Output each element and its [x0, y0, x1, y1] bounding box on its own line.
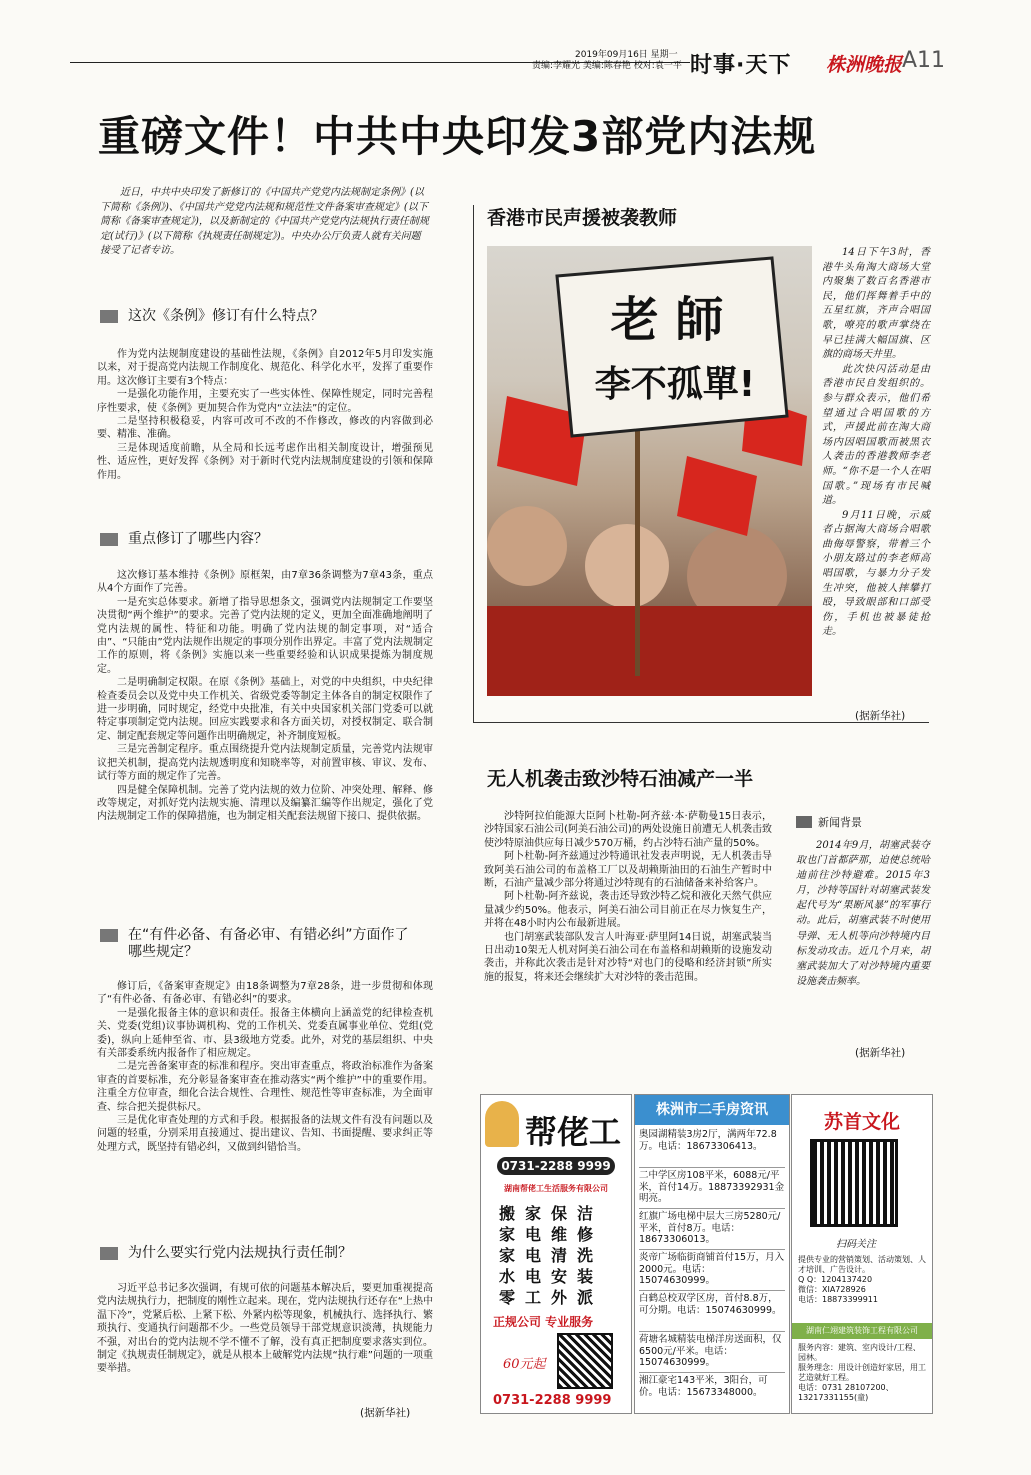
- q3-para: 一是强化报备主体的意识和责任。报备主体横向上涵盖党的纪律检查机关、党委(党组)议事协调机构、党的工作机关、党委直属事业单位、党组(党委)，纵向上延伸至省、市、县3级地方党委。此外，对党的基层组织、中央有关部委系统内报备作了相应规定。: [97, 1007, 433, 1060]
- news-background-label: 新闻背景: [818, 816, 862, 829]
- ad-helper-slogan: 正规公司 专业服务: [493, 1315, 594, 1329]
- service-row: 零工外派: [499, 1288, 604, 1307]
- masthead-editors: 责编:李耀光 美编:陈春艳 校对:袁一平: [532, 61, 682, 71]
- drone-para: 阿卜杜勒-阿齐兹说，袭击还导致沙特乙烷和液化天然气供应量减少约50%。他表示，阿美石油公司目前正在尽力恢复生产，并将在48小时内公布最新进展。: [484, 891, 772, 930]
- housing-listing: 二中学区房108平米，6088元/平米，首付14万。18873392931金明亮。: [639, 1168, 785, 1209]
- company-line: 服务内容：建筑、室内设计/工程、园林。: [798, 1343, 921, 1362]
- hk-para: 此次快闪活动是由香港市民自发组织的。参与群众表示，他们希望通过合唱国歌的方式，声援此前在淘大商场内因唱国歌而被黑衣人袭击的香港教师李老师。“你不是一个人在唱国歌。”现场有市民喊道。: [822, 363, 930, 507]
- culture-line: 提供专业的营销策划、活动策划、人才培训、广告设计。: [798, 1255, 926, 1274]
- q2-para: 二是明确制定权限。在原《条例》基础上，对党的中央组织，中央纪律检查委员会以及党中央工作机关、省级党委等制定主体各自的制定权限作了进一步明确，同时规定，经党中央批准，有关中央国家机关部门党委可以就特定事项制定党内法规。回应实践要求和各方面关切，对授权制定、联合制定、制定配套规定等问题作出明确规定，补齐制度短板。: [97, 677, 433, 742]
- housing-listing: 炎帝广场临街商铺首付15万，月入2000元。电话：15074630999。: [639, 1250, 785, 1291]
- q2-para: 这次修订基本维持《条例》原框架，由7章36条调整为7章43条，重点从4个方面作了完善。: [97, 570, 433, 595]
- hk-photo: [487, 246, 812, 696]
- background-para: 2014年9月，胡塞武装夺取也门首都萨那，迫使总统哈迪前往沙特避难。2015年3月，沙特等国针对胡塞武装发起代号为“果断风暴”的军事行动。此后，胡塞武装不时使用导弹、无人机等向沙特境内目标发动攻击。近几个月来，胡塞武装加大了对沙特境内重要设施袭击频率。: [796, 840, 930, 987]
- ad-helper-price: 60元起: [503, 1357, 546, 1372]
- company-line: 电话：0731 28107200、: [798, 1383, 894, 1392]
- culture-line: Q Q：1204137420: [798, 1275, 873, 1284]
- ad-helper-phone-bottom: 0731-2288 9999: [493, 1393, 612, 1408]
- red-flag-mass: [487, 606, 812, 696]
- ad-helper-company: 湖南帮佬工生活服务有限公司: [504, 1184, 608, 1193]
- hk-para: 9月11日晚，示威者占据淘大商场合唱歌曲侮辱警察，带着三个小朋友路过的李老师高唱国歌，与暴力分子发生冲突，他被人摔攀打殴，导致眼部和口部受伤，手机也被暴徒抢走。: [822, 509, 930, 638]
- ad-culture-company-info: [798, 1343, 926, 1403]
- q4-heading: [100, 1245, 430, 1262]
- housing-listing: 红旗广场电梯中层大三房5280元/平米，首付8万。电话：18673306013。: [639, 1209, 785, 1250]
- crowd-head: [585, 524, 669, 608]
- hk-border-left: [473, 205, 474, 723]
- q4-title: 为什么要实行党内法规执行责任制？: [128, 1245, 352, 1261]
- q3-para: 修订后，《备案审查规定》由18条调整为7章28条，进一步贯彻和体现了“有件必备、有备必审、有错必纠”的要求。: [97, 981, 433, 1006]
- ad-helper-brand: 帮佬工: [525, 1113, 622, 1151]
- qr-code-icon: [557, 1333, 613, 1389]
- culture-line: 电话：18873399911: [798, 1295, 878, 1304]
- company-line: 服务理念：用设计创造好家居，用工艺造就好工程。: [798, 1363, 926, 1382]
- hk-credit: (据新华社): [855, 710, 906, 722]
- news-background-body: [796, 838, 930, 989]
- flag: [677, 456, 757, 536]
- service-row: 家电维修: [499, 1225, 604, 1244]
- q2-para: 三是完善制定程序。重点围绕提升党内法规制定质量，完善党内法规审议把关机制，提高党内法规透明度和知晓率等，对前置审核、审议、发布、试行等方面的规定作了完善。: [97, 744, 433, 783]
- worker-mascot-icon: [485, 1101, 519, 1147]
- ad-culture-info: [798, 1255, 926, 1305]
- ad-helper-services: [480, 1094, 632, 1414]
- q3-para: 二是完善备案审查的标准和程序。突出审查重点，将政治标准作为备案审查的首要标准，充分彰显备案审查在推动落实“两个维护”中的重要作用。注重全方位审查，细化合法合规性、合理性、规范性等审查标准，为全面审查、综合把关提供标尺。: [97, 1061, 433, 1113]
- hk-title: 香港市民声援被袭教师: [487, 207, 678, 229]
- square-icon: [100, 929, 118, 942]
- main-headline: 重磅文件！中共中央印发3部党内法规: [98, 112, 817, 161]
- q2-para: 一是充实总体要求。新增了指导思想条文，强调党内法规制定工作要坚决贯彻“两个维护”的要求。完善了党内法规的定义，更加全面准确地阐明了党内法规的属性、特征和功能。明确了党内法规的制定事项，对“适合由”、“只能由”党内法规作出规定的事项分别作出界定。丰富了党内法规制定工作的原则，将《条例》实施以来一些重要经验和认识成果提炼为制度规定。: [97, 596, 433, 675]
- housing-listing: 湘江豪宅143平米，3阳台，可价。电话：15673348000。: [639, 1375, 768, 1398]
- crowd-head: [487, 506, 567, 586]
- q1-para: 作为党内法规制度建设的基础性法规，《条例》自2012年5月印发实施以来，对于提高党内法规工作制度化、规范化、科学化水平，发挥了重要作用。这次修订主要有3个特点：: [97, 349, 433, 387]
- housing-listing: 奥园湖精装3房2厅，满两年72.8万。电话：18673306413。: [639, 1127, 785, 1168]
- hk-body: [822, 246, 930, 640]
- culture-line: 微信：XIA728926: [798, 1285, 866, 1294]
- ad-housing: [634, 1094, 790, 1414]
- q2-title: 重点修订了哪些内容？: [128, 531, 268, 547]
- service-row: 搬家保洁: [499, 1204, 604, 1223]
- ad-culture-title: 苏首文化: [823, 1111, 900, 1133]
- ad-helper-service-grid: [499, 1203, 619, 1308]
- housing-listing: 荷塘名城精装电梯洋房送面积，仅6500元/平米。电话：15074630999。: [639, 1332, 785, 1373]
- service-row: 家电清洗: [499, 1246, 604, 1265]
- drone-title: 无人机袭击致沙特石油减产一半: [487, 768, 754, 790]
- q4-body: [97, 1282, 433, 1376]
- square-icon: [100, 1247, 118, 1260]
- ad-housing-listings: [635, 1125, 789, 1413]
- q1-heading: [100, 308, 430, 325]
- q1-body: [97, 348, 433, 482]
- drone-para: 阿卜杜勒-阿齐兹通过沙特通讯社发表声明说，无人机袭击导致阿美石油公司的布盖格工厂以及胡赖斯油田的石油生产暂时中断，石油产量减少部分将通过沙特现有的石油储备来补给客户。: [484, 851, 772, 890]
- ad-culture-company: 湖南仁翊建筑装饰工程有限公司: [792, 1323, 932, 1339]
- q1-para: 一是强化功能作用，主要充实了一些实体性、保障性规定，同时完善程序性要求，使《条例》更加契合作为党内“立法法”的定位。: [97, 389, 433, 414]
- masthead-date: 2019年09月16日 星期一: [575, 50, 678, 60]
- q4-para: 习近平总书记多次强调，有规可依的问题基本解决后，要更加重视提高党内法规执行力，把制度的刚性立起来。现在，党内法规执行还存在“上热中温下冷”，党紧后松、上紧下松、外紧内松等现象，机械执行、选择执行、繁琐执行、变通执行问题都不少。一些党员领导干部党规意识淡薄，执规能力不强，对出台的党内法规不学不懂不了解，没有真正把制度要求落实到位。制定《执规责任制规定》，就是从根本上破解党内法规“执行难”问题的一项重要举措。: [97, 1283, 433, 1375]
- sign-text-line2: 李不孤單!: [594, 364, 756, 405]
- square-icon: [100, 310, 118, 323]
- ad-housing-title: 株洲市二手房资讯: [635, 1095, 789, 1125]
- ad-culture-scan-label: 扫码关注: [836, 1239, 876, 1250]
- arrow-icon: [796, 816, 812, 828]
- masthead-section: 时事·天下: [690, 53, 792, 78]
- drone-para: 沙特阿拉伯能源大臣阿卜杜勒-阿齐兹·本·萨勒曼15日表示，沙特国家石油公司(阿美石油公司)的两处设施日前遭无人机袭击致使沙特原油供应每日减少570万桶，约占沙特石油产量的50%。: [484, 811, 772, 849]
- q1-para: 三是体现适度前瞻，从全局和长远考虑作出相关制度设计，增强预见性、适应性，更好发挥《条例》对于新时代党内法规制度建设的引领和保障作用。: [97, 442, 433, 481]
- sign-pole: [635, 416, 640, 676]
- q2-para: 四是健全保障机制。完善了党内法规的效力位阶、冲突处理、解释、修改等规定，对抓好党内法规实施、清理以及编纂汇编等作出规定，强化了党内法规制定工作的保障措施，也为制定相关配套法规留下接口、提供依据。: [97, 784, 433, 823]
- q2-heading: [100, 531, 430, 548]
- housing-listing: 白鹤总校双学区房，首付8.8万，可分期。电话：15074630999。: [639, 1291, 785, 1332]
- q3-para: 三是优化审查处理的方式和手段。根据报备的法规文件有没有问题以及问题的轻重，分别采用直接通过、提出建议、告知、书面提醒、要求纠正等处理方式，既坚持有错必纠，又做到纠错恰当。: [97, 1115, 433, 1153]
- ad-helper-phone-badge: 0731-2288 9999: [497, 1157, 615, 1175]
- q2-body: [97, 569, 433, 824]
- q3-heading: [100, 927, 430, 961]
- drone-body: [484, 810, 772, 984]
- q1-para: 二是坚持积极稳妥，内容可改可不改的不作修改，修改的内容做到必要、精准、准确。: [97, 416, 433, 441]
- q3-body: [97, 980, 433, 1154]
- masthead-paper-logo: 株洲晚报: [826, 54, 903, 76]
- service-row: 水电安装: [499, 1267, 604, 1286]
- hk-para: 14日下午3时，香港牛头角淘大商场大堂内聚集了数百名香港市民，他们挥舞着手中的五星红旗，齐声合唱国歌，嘹亮的歌声掌绕在早已挂满大幅国旗、区旗的商场天井里。: [822, 247, 930, 361]
- qr-code-icon: [810, 1139, 898, 1227]
- ad-culture: [791, 1094, 933, 1414]
- intro-paragraph: 近日，中共中央印发了新修订的《中国共产党党内法规制定条例》(以下简称《条例》)、《中国共产党党内法规和规范性文件备案审查规定》(以下简称《备案审查规定》)，以及新制定的《中国共产党党内法规执行责任制规定(试行)》(以下简称《执规责任制规定》)。中央办公厅负责人就有关问题接受了记者专访。: [100, 187, 429, 256]
- hk-photo-illustration: [487, 246, 812, 696]
- news-background-heading: [796, 814, 862, 830]
- drone-para: 也门胡塞武装部队发言人叶海亚·萨里阿14日说，胡塞武装当日出动10架无人机对阿美石油公司在布盖格和胡赖斯的设施发动袭击，并称此次袭击是针对沙特“对也门的侵略和经济封锁”所实施的报复，将来还会继续扩大对沙特的袭击范围。: [484, 931, 772, 983]
- drone-credit: (据新华社): [855, 1047, 906, 1059]
- q3-title: 在“有件必备、有备必审、有错必纠”方面作了哪些规定？: [128, 927, 409, 960]
- masthead-page-number: A11: [902, 48, 946, 73]
- square-icon: [100, 533, 118, 546]
- sign-text-line1: 老 師: [610, 292, 724, 348]
- q4-credit: (据新华社): [360, 1407, 411, 1419]
- company-line: 13217331155(童): [798, 1393, 869, 1402]
- q1-title: 这次《条例》修订有什么特点？: [128, 308, 324, 324]
